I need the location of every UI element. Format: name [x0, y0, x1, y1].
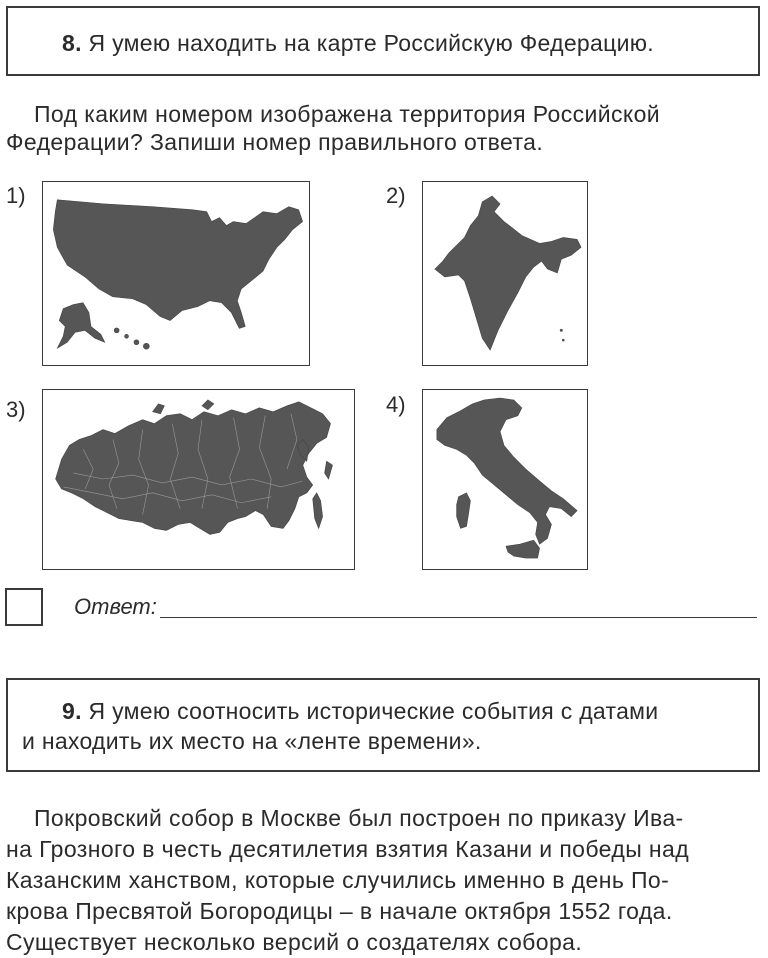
task-9-title — [22, 696, 742, 756]
option-3-label: 3) — [6, 397, 26, 422]
task-8-header — [6, 6, 760, 76]
story-line-4: крова Пресвятой Богородицы – в начале октября 1552 года. — [6, 898, 673, 924]
task-9-line-1: Я умею соотносить исторические события с датами — [88, 698, 659, 724]
story-line-5: Существует несколько версий о создателях собора. — [6, 929, 583, 955]
story-line-1: Покровский собор в Москве был построен по приказу Ива- — [34, 805, 684, 831]
story-line-2: на Грозного в честь десятилетия взятия Казани и победы над — [6, 836, 690, 862]
option-3-map[interactable] — [42, 389, 355, 570]
option-4-map[interactable] — [422, 389, 588, 570]
option-1-label: 1) — [6, 183, 26, 208]
story-paragraph — [6, 803, 760, 958]
task-8-text: Я умею находить на карте Российскую Федерацию. — [88, 30, 654, 56]
option-4-label: 4) — [386, 392, 406, 417]
answer-input-line[interactable] — [160, 617, 757, 618]
task-9-number: 9. — [62, 698, 82, 724]
answer-label: Ответ: — [74, 594, 157, 619]
story-line-3: Казанским ханством, которые случились именно в день По- — [6, 867, 670, 893]
option-1-map[interactable] — [42, 181, 310, 366]
russia-map — [43, 390, 354, 569]
question-line-1: Под каким номером изображена территория Российской — [34, 101, 661, 127]
option-2-label: 2) — [386, 183, 406, 208]
option-2-map[interactable] — [422, 181, 588, 366]
question-line-2: Федерации? Запиши номер правильного ответа. — [6, 129, 544, 155]
task-8-number: 8. — [62, 30, 82, 56]
answer-box[interactable] — [5, 588, 43, 626]
italy-map — [423, 390, 587, 569]
task-8-title — [62, 30, 654, 57]
question-text — [6, 100, 760, 156]
usa-map — [43, 182, 309, 365]
india-map — [423, 182, 587, 365]
task-9-line-2: и находить их место на «ленте времени». — [22, 728, 482, 754]
task-9-header — [6, 678, 760, 772]
